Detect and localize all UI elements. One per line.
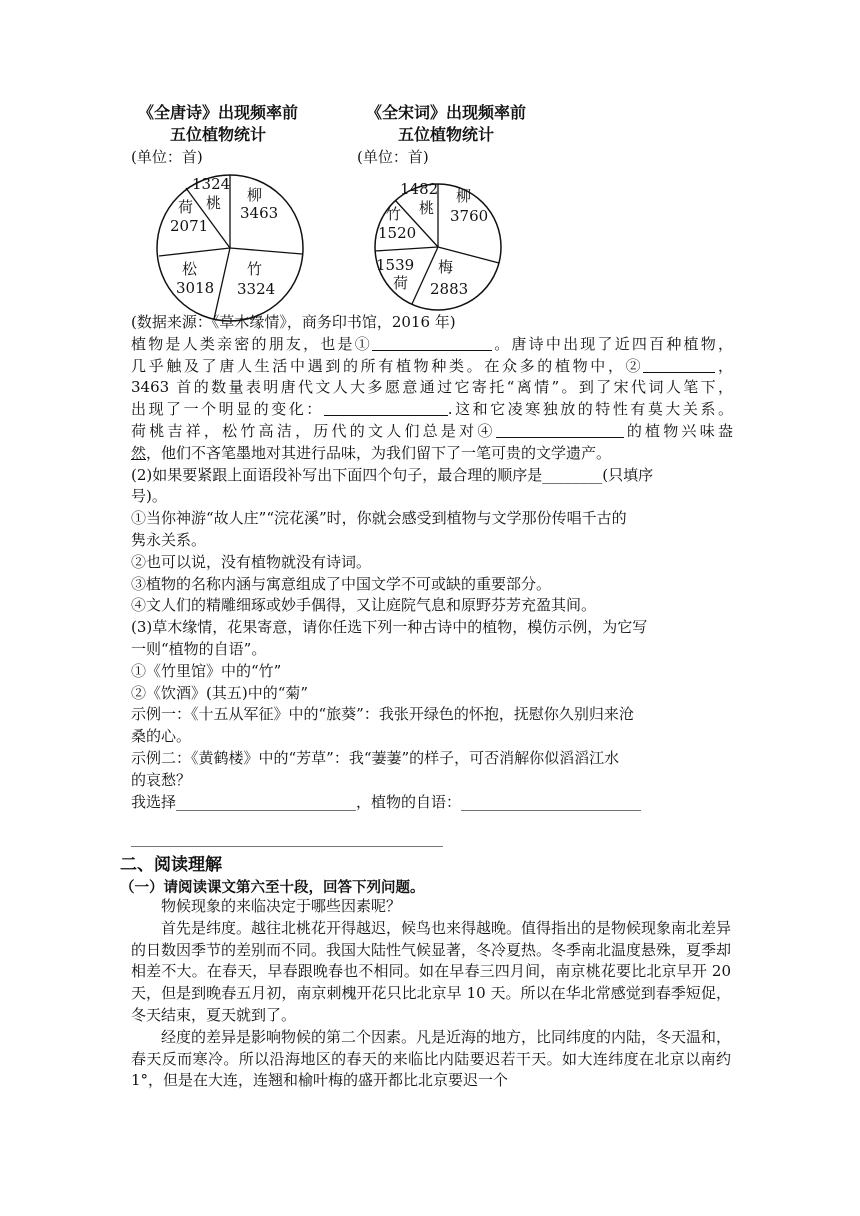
q3-option-2: ②《饮酒》(其五)中的“菊” <box>131 683 309 702</box>
tang-slice-line <box>230 248 302 254</box>
passage-text: 的植物兴味盎 <box>623 421 733 440</box>
source-line: (数据来源：《草木缘情》，商务印书馆，2016 年) <box>131 313 456 331</box>
q3-example-1b: 桑的心。 <box>131 727 192 746</box>
chart-unit-song: (单位：首) <box>357 148 429 166</box>
section-heading: 二、阅读理解 <box>120 855 222 875</box>
q2-sentence-2: ②也可以说，没有植物就没有诗词。 <box>131 552 372 571</box>
passage-line-1 <box>131 334 733 356</box>
passage-line-6 <box>131 443 733 465</box>
pie-chart-tang <box>150 168 310 328</box>
passage-text: 植物是人类亲密的朋友，也是① <box>131 334 372 353</box>
reading-paragraph-2: 经度的差异是影响物候的第二个因素。凡是近海的地方，比同纬度的内陆，冬天温和，春天反而寒冷。所以沿海地区的春天的来临比内陆要迟若干天。如大连纬度在北京以南约 1°，但是在大连，连翘和榆叶梅的盛开都比北京要迟一个 <box>131 1027 732 1090</box>
section-subheading: （一）请阅读课文第六至十段，回答下列问题。 <box>120 880 425 896</box>
q3-option-1: ①《竹里馆》中的“竹” <box>131 661 282 680</box>
chart-title-song-line2: 五位植物统计 <box>397 125 494 144</box>
tang-value-tao: 1324 <box>192 175 231 193</box>
tang-value-he: 2071 <box>170 217 209 235</box>
tang-value-liu: 3463 <box>240 204 279 222</box>
passage-line-5 <box>131 421 733 443</box>
chart-title-song-line1: 《全宋词》出现频率前 <box>365 103 526 122</box>
song-label-tao: 桃 <box>419 199 435 217</box>
chart-unit-tang: (单位：首) <box>131 148 203 166</box>
tang-label-tao: 桃 <box>206 194 222 212</box>
chart-title-tang <box>112 102 324 146</box>
passage-line-3: 3463 首的数量表明唐代文人大多愿意通过它寄托“离情”。到了宋代词人笔下， <box>131 378 733 397</box>
song-value-mei: 2883 <box>430 280 469 298</box>
passage-line-2 <box>131 356 733 378</box>
chart-title-song <box>340 102 552 146</box>
song-label-zhu: 竹 <box>386 205 402 223</box>
song-value-liu: 3760 <box>450 207 489 225</box>
tang-slice-line <box>214 248 230 319</box>
song-value-zhu: 1520 <box>378 224 417 242</box>
song-label-he: 荷 <box>393 274 409 292</box>
song-label-liu: 柳 <box>456 187 472 205</box>
passage-text: 几乎触及了唐人生活中遇到的所有植物种类。在众多的植物中，② <box>131 356 644 375</box>
q2-line-1: (2)如果要紧跟上面语段补写出下面四个句子，最合理的顺序是________(只填序 <box>131 465 654 484</box>
underlined-char: 然 <box>131 443 147 462</box>
pie-chart-song <box>368 177 508 317</box>
q3-answer-line[interactable]: 我选择________________________，植物的自语：________________________ <box>131 792 642 811</box>
tang-value-zhu: 3324 <box>237 280 276 298</box>
q3-line-2: 一则“植物的自语”。 <box>131 639 267 658</box>
reading-paragraph-1: 首先是纬度。越往北桃花开得越迟，候鸟也来得越晚。值得指出的是物候现象南北差异的日数因季节的差别而不同。我国大陆性气候显著，冬冷夏热。冬季南北温度悬殊，夏季却相差不大。在春天，早春跟晚春也不相同。如在早春三四月间，南京桃花要比北京早开 20 天，但是到晚春五月初，南京刺槐开花只比北京早 10 天。所以在华北常感觉到春季短促，冬天结束，夏天就到了。 <box>131 918 732 1024</box>
reading-passage <box>131 896 731 1092</box>
tang-label-zhu: 竹 <box>247 260 263 278</box>
tang-slice-line <box>159 248 230 256</box>
song-slice-line <box>375 247 438 251</box>
blank-4[interactable] <box>496 422 624 438</box>
song-label-mei: 梅 <box>438 258 454 276</box>
q2-sentence-1b: 隽永关系。 <box>131 530 207 549</box>
passage-text: .这和它凌寒独放的特性有莫大关系。 <box>447 400 733 419</box>
tang-label-he: 荷 <box>178 198 194 216</box>
blank-1[interactable] <box>372 335 492 351</box>
tang-label-song: 松 <box>182 260 198 278</box>
q2-sentence-1a: ①当你神游“故人庄”“浣花溪”时，你就会感受到植物与文学那份传唱千古的 <box>131 509 627 528</box>
q3-example-2b: 的哀愁？ <box>131 770 192 789</box>
passage <box>131 312 733 813</box>
reading-paragraph-0: 物候现象的来临决定于哪些因素呢？ <box>161 897 402 915</box>
chart-title-tang-line2: 五位植物统计 <box>169 125 266 144</box>
passage-line-4 <box>131 399 733 421</box>
song-value-tao: 1482 <box>400 180 439 198</box>
passage-text: 出现了一个明显的变化： <box>131 400 324 419</box>
passage-text: 荷桃吉祥，松竹高洁，历代的文人们总是对④ <box>131 421 496 440</box>
passage-text: 。唐诗中出现了近四百种植物， <box>492 334 733 353</box>
tang-label-liu: 柳 <box>247 186 263 204</box>
blank-3[interactable] <box>324 400 448 416</box>
q3-line-1: (3)草木缘情，花果寄意，请你任选下列一种古诗中的植物，模仿示例，为它写 <box>131 618 648 637</box>
chart-title-tang-line1: 《全唐诗》出现频率前 <box>137 103 298 122</box>
passage-text: ， <box>715 356 733 375</box>
passage-text: ，他们不吝笔墨地对其进行品味，为我们留下了一笔可贵的文学遗产。 <box>146 443 612 462</box>
q2-sentence-4: ④文人们的精雕细琢或妙手偶得，又让庭院气息和原野芬芳充盈其间。 <box>131 596 597 615</box>
answer-rule <box>131 846 443 847</box>
blank-2[interactable] <box>643 357 715 373</box>
q3-example-2a: 示例二：《黄鹤楼》中的“芳草”：我“萋萋”的样子，可否消解你似滔滔江水 <box>131 748 620 767</box>
q2-line-2: 号)。 <box>131 487 167 506</box>
q2-sentence-3: ③植物的名称内涵与寓意组成了中国文学不可或缺的重要部分。 <box>131 574 552 593</box>
tang-value-song: 3018 <box>176 279 215 297</box>
song-value-he: 1539 <box>376 256 415 274</box>
tang-slice-lines <box>159 175 302 319</box>
q3-example-1a: 示例一：《十五从军征》中的“旅葵”：我张开绿色的怀抱，抚慰你久别归来沧 <box>131 705 634 724</box>
